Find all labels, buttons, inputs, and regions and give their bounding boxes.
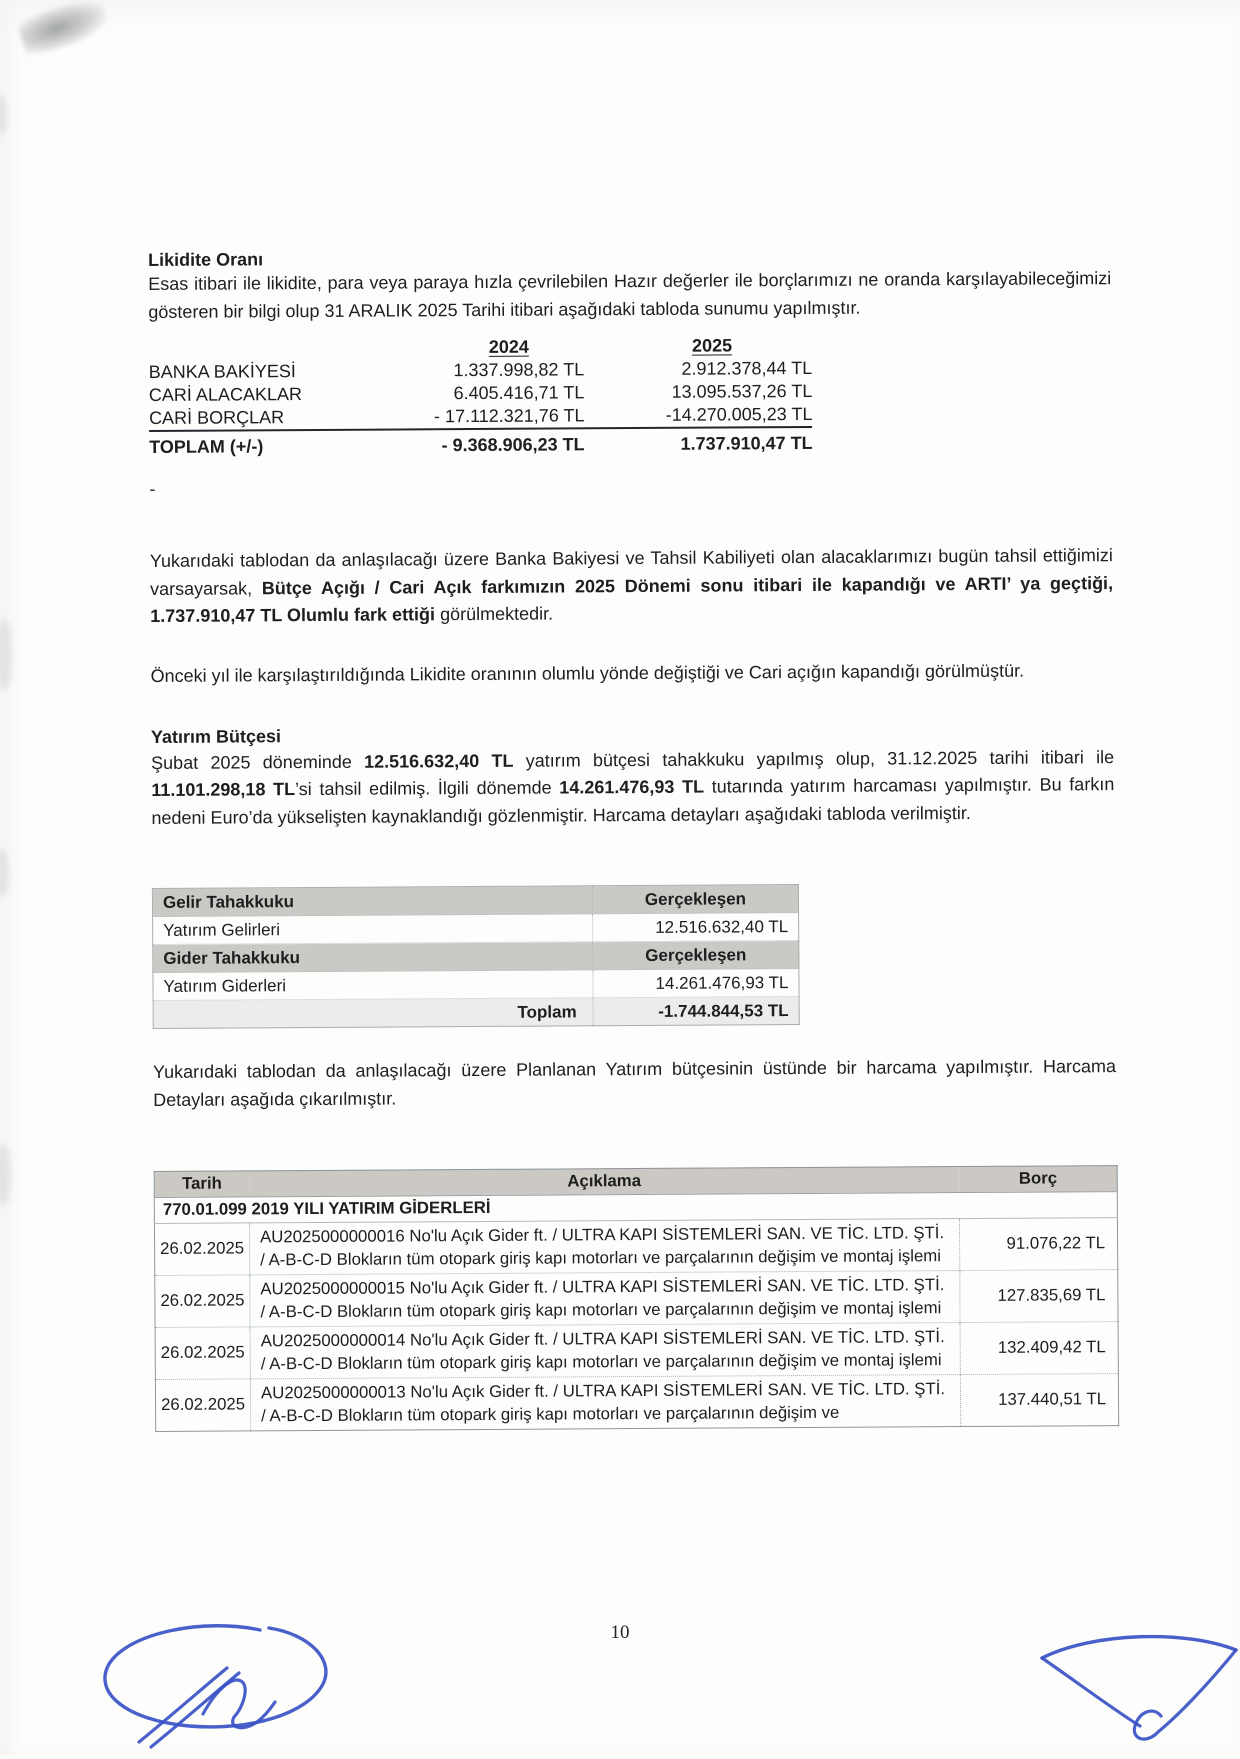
expense-debit: 91.076,22 TL [1006,1233,1106,1253]
gelir-header-label: Gelir Tahakkuku [152,886,592,917]
analysis-text-end: görülmektedir. [434,603,554,625]
expense-row [155,1373,1118,1431]
gider-header-value: Gerçekleşen [593,941,799,970]
scan-smudge-top-left [16,0,112,59]
gider-row [153,969,799,1001]
gelir-value: 12.516.632,40 TL [593,913,799,942]
scan-streak [0,850,9,896]
row-label: CARİ BORÇLAR [149,405,434,431]
expense-date: 26.02.2025 [154,1222,249,1275]
trailing-dash: - [149,479,156,500]
gelir-header-row [152,885,798,917]
yatirim-amount: 14.261.476,93 TL [559,776,705,798]
expense-debit: 127.835,69 TL [960,1269,1118,1322]
value-2025: 1.737.910,47 TL [680,433,813,454]
budget-total-value: -1.744.844,53 TL [593,997,799,1026]
value-2024: - 17.112.321,76 TL [434,404,613,429]
expense-debit: 132.409,42 TL [960,1321,1118,1374]
expense-col-borc: Borç [959,1165,1117,1192]
yatirim-heading: Yatırım Bütçesi [150,725,282,747]
expense-row [155,1321,1118,1379]
budget-total-row [153,997,799,1029]
expense-row [154,1217,1117,1275]
analysis-text: Yukarıdaki tablodan da anlaşılacağı üzere Banka Bakiyesi ve Tahsil Kabiliyeti olan alacaklarımızı bugün tahsil ettiğimizi varsayarsak, [149,545,1113,599]
gider-header-row [153,941,799,973]
expense-date: 26.02.2025 [155,1378,250,1431]
expense-col-aciklama: Açıklama [249,1166,959,1196]
budget-table [152,884,800,1029]
budget-total-label: Toplam [153,998,593,1029]
scan-streak [0,1145,11,1205]
scan-streak [0,620,12,690]
expense-description: AU2025000000013 No'lu Açık Gider ft. / ULTRA KAPI SİSTEMLERİ SAN. VE TİC. LTD. ŞTİ. / A-B-C-D Blokların tüm otopark giriş kapı motorları ve parçalarının değişim ve [250,1374,960,1430]
signature-left [85,1616,355,1758]
analysis-paragraph [150,542,1113,631]
expense-section-title: 770.01.099 2019 YILI YATIRIM GİDERLERİ [154,1191,1117,1223]
document-content [148,244,1118,1431]
gelir-label: Yatırım Gelirleri [153,914,593,945]
liquidity-table [149,334,813,459]
expense-description: AU2025000000015 No'lu Açık Gider ft. / ULTRA KAPI SİSTEMLERİ SAN. VE TİC. LTD. ŞTİ. / A-B-C-D Blokların tüm otopark giriş kapı motorları ve parçalarının değişim ve montaj işlemi [250,1270,960,1326]
likidite-heading: Likidite Oranı [148,249,264,270]
expense-debit: 137.440,51 TL [960,1373,1118,1426]
expense-row [155,1269,1118,1327]
expense-description: AU2025000000016 No'lu Açık Gider ft. / ULTRA KAPI SİSTEMLERİ SAN. VE TİC. LTD. ŞTİ. / A-B-C-D Blokların tüm otopark giriş kapı motorları ve parçalarının değişim ve montaj işlemi [249,1218,959,1274]
yatirim-amount: 12.516.632,40 TL [364,750,514,772]
gider-value: 14.261.476,93 TL [593,969,799,998]
gelir-row [153,913,799,945]
scan-streak [0,95,7,135]
liquidity-header-spacer [149,336,434,361]
value-2024: 1.337.998,82 TL [453,359,585,381]
value-2025: 2.912.378,44 TL [681,358,813,379]
liquidity-col-2024: 2024 [488,336,529,358]
page-number: 10 [610,1622,630,1643]
expense-date: 26.02.2025 [155,1326,250,1379]
expense-col-tarih: Tarih [154,1170,249,1197]
yatirim-text: yatırım bütçesi tahakkuku yapılmış olup, 31.12.2025 tarihi itibari ile [513,746,1115,771]
value-2025: -14.270.005,23 TL [612,403,812,428]
signature-right [1028,1624,1240,1759]
overrun-paragraph: Yukarıdaki tablodan da anlaşılacağı üzere Planlanan Yatırım bütçesinin üstünde bir harcama yapılmıştır. Harcama Detayları aşağıda çıkarılmıştır. [152,1056,1117,1110]
row-label: TOPLAM (+/-) [149,436,264,458]
yatirim-text: Şubat 2025 döneminde [151,751,365,773]
comparison-paragraph: Önceki yıl ile karşılaştırıldığında Likidite oranının olumlu yönde değiştiği ve Cari açığın kapandığı görülmüştür. [150,660,1025,686]
likidite-paragraph: Esas itibari ile likidite, para veya paraya hızla çevrilebilen Hazır değerler ile borçlarımızı ne oranda karşılayabileceğimizi gösteren bir bilgi olup 31 ARALIK 2025 Tarihi itibari aşağıdaki tabloda sunumu yapılmıştır. [148,268,1112,322]
gider-header-label: Gider Tahakkuku [153,942,593,973]
value-2024: - 9.368.906,23 TL [441,434,585,456]
yatirim-text: tutarında yatırım harcaması yapılmıştır. Bu farkın nedeni Euro’da yükselişten kaynaklandığı gözlenmiştir. Harcama detayları aşağıdaki tabloda verilmiştir. [151,774,1115,828]
analysis-bold-text: Bütçe Açığı / Cari Açık farkımızın 2025 Dönemi sonu itibari ile kapandığı ve ARTI’ ya geçtiği, 1.737.910,47 TL Olumlu fark ettiği [150,572,1114,627]
expense-description: AU2025000000014 No'lu Açık Gider ft. / ULTRA KAPI SİSTEMLERİ SAN. VE TİC. LTD. ŞTİ. / A-B-C-D Blokların tüm otopark giriş kapı motorları ve parçalarının değişim ve montaj işlemi [250,1322,960,1378]
liquidity-row-toplam [149,427,813,459]
liquidity-col-2025: 2025 [691,335,733,356]
expense-table [154,1165,1120,1432]
row-label: CARİ ALACAKLAR [148,384,303,406]
yatirim-paragraph [151,744,1114,833]
value-2024: 6.405.416,71 TL [453,382,585,404]
row-label: BANKA BAKİYESİ [148,361,296,383]
value-2025: 13.095.537,26 TL [671,381,813,402]
yatirim-text: ’si tahsil edilmiş. İlgili dönemde [295,777,560,800]
gider-label: Yatırım Giderleri [153,970,593,1001]
gelir-header-value: Gerçekleşen [592,885,798,914]
expense-date: 26.02.2025 [155,1274,250,1327]
yatirim-amount: 11.101.298,18 TL [151,779,296,801]
